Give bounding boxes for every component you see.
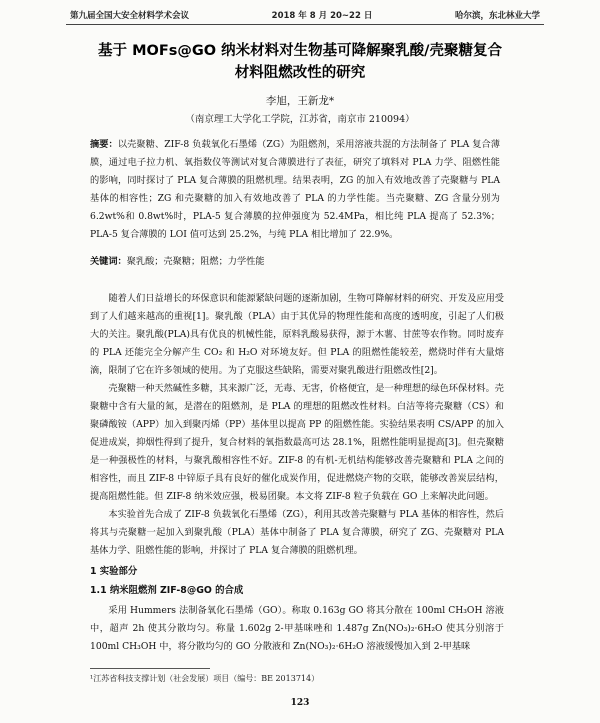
section-heading: 1 实验部分 (90, 566, 138, 577)
keywords-label: 关键词： (90, 256, 127, 267)
abstract-label: 摘要： (90, 139, 118, 150)
authors: 李旭，王新龙* (265, 95, 335, 107)
header-rule (66, 24, 544, 25)
title-line-2: 材料阻燃改性的研究 (234, 65, 366, 81)
keywords-text: 聚乳酸；壳聚糖；阻燃；力学性能 (126, 256, 265, 267)
title-line-1: 基于 MOFs@GO 纳米材料对生物基可降解聚乳酸/壳聚糖复合 (98, 43, 502, 59)
abstract-text: 以壳聚糖、ZIF-8 负载氧化石墨烯（ZG）为阻燃剂，采用溶液共混的方法制备了 PLA 复合薄膜，通过电子拉力机、氧指数仪等测试对复合薄膜进行了表征，研究了填料对 PLA 力学、阻燃性能的影响，同时探讨了 PLA 复合薄膜的阻燃机理。结果表明，ZG 的加入有效地改善了壳聚糖与 PLA 基体的相容性；ZG 和壳聚糖的加入有效地改善了 PLA 的力学性能。当壳聚糖、ZG 含量分别为 6.2wt%和 0.8wt%时，PLA-5 复合薄膜的拉伸强度为 52.4MPa，相比纯 PLA 提高了 52.3%；PLA-5 复合薄膜的 LOI 值可达到 25.2%，与纯 PLA 相比增加了 22.9%。 (90, 139, 500, 240)
intro-paragraph-3: 本实验首先合成了 ZIF-8 负载氧化石墨烯（ZG），利用其改善壳聚糖与 PLA 基体的相容性，然后将其与壳聚糖一起加入到聚乳酸（PLA）基体中制备了 PLA 复合薄膜，研究了 ZG、壳聚糖对 PLA 基体力学、阻燃性能的影响，并探讨了 PLA 复合薄膜的阻燃机理。 (90, 509, 504, 556)
header-venue: 哈尔滨，东北林业大学 (454, 11, 540, 21)
introduction (90, 290, 504, 560)
footnote: ¹江苏省科技支撑计划（社会发展）项目（编号：BE 2013714） (90, 674, 320, 683)
running-header (70, 9, 540, 21)
page-number: 123 (290, 698, 310, 708)
header-conference: 第九届全国大安全材料学术会议 (70, 11, 190, 21)
synthesis-paragraph: 采用 Hummers 法制备氧化石墨烯（GO）。称取 0.163g GO 将其分散在 100ml CH₃OH 溶液中，超声 2h 使其分散均匀。称量 1.602g 2-甲基咪唑和 1.487g Zn(NO₃)₂·6H₂O 使其分别溶于 100ml CH₃OH 中，将分散均匀的 GO 分散液和 Zn(NO₃)₂·6H₂O 溶液缓慢加入到 2-甲基咪 (90, 605, 504, 652)
paper-title (70, 40, 530, 84)
subsection-heading: 1.1 纳米阻燃剂 ZIF-8@GO 的合成 (90, 585, 244, 596)
footnote-rule (90, 668, 210, 669)
header-date: 2018 年 8 月 20~22 日 (271, 11, 373, 21)
synthesis-text (90, 602, 504, 656)
keywords (90, 253, 500, 271)
intro-paragraph-2: 壳聚糖一种天然碱性多糖，其来源广泛，无毒、无害，价格便宜，是一种理想的绿色环保材料。壳聚糖中含有大量的氮，是潜在的阻燃剂，是 PLA 的理想的阻燃改性材料。白洁等将壳聚糖（CS）和聚磷酸铵（APP）加入到聚丙烯（PP）基体里以提高 PP 的阻燃性能。实验结果表明 CS/APP 的加入促进成炭，抑烟性得到了提升，复合材料的氧指数最高可达 28.1%，阻燃性能明显提高[3]。但壳聚糖是一种强极性的材料，与聚乳酸相容性不好。ZIF-8 的有机-无机结构能够改善壳聚糖和 PLA 之间的相容性，而且 ZIF-8 中锌原子具有良好的催化成炭作用，促进燃烧产物的交联，能够改善炭层结构，提高阻燃性能。但 ZIF-8 纳米效应强，极易团聚。本文将 ZIF-8 粒子负载在 GO 上来解决此问题。 (90, 383, 504, 502)
intro-paragraph-1: 随着人们日益增长的环保意识和能源紧缺问题的逐渐加剧，生物可降解材料的研究、开发及应用受到了人们越来越高的重视[1]。聚乳酸（PLA）由于其优异的物理性能和高度的透明度，引起了人们极大的关注。聚乳酸(PLA)具有优良的机械性能，原料乳酸易获得，源于木薯、甘蔗等农作物。同时废弃的 PLA 还能完全分解产生 CO₂ 和 H₂O 对环境友好。但 PLA 的阻燃性能较差，燃烧时伴有大量熔滴，限制了它在许多领域的使用。为了克服这些缺陷，需要对聚乳酸进行阻燃改性[2]。 (90, 293, 504, 376)
abstract (90, 136, 500, 244)
affiliation: （南京理工大学化工学院，江苏省，南京市 210094） (185, 114, 415, 125)
